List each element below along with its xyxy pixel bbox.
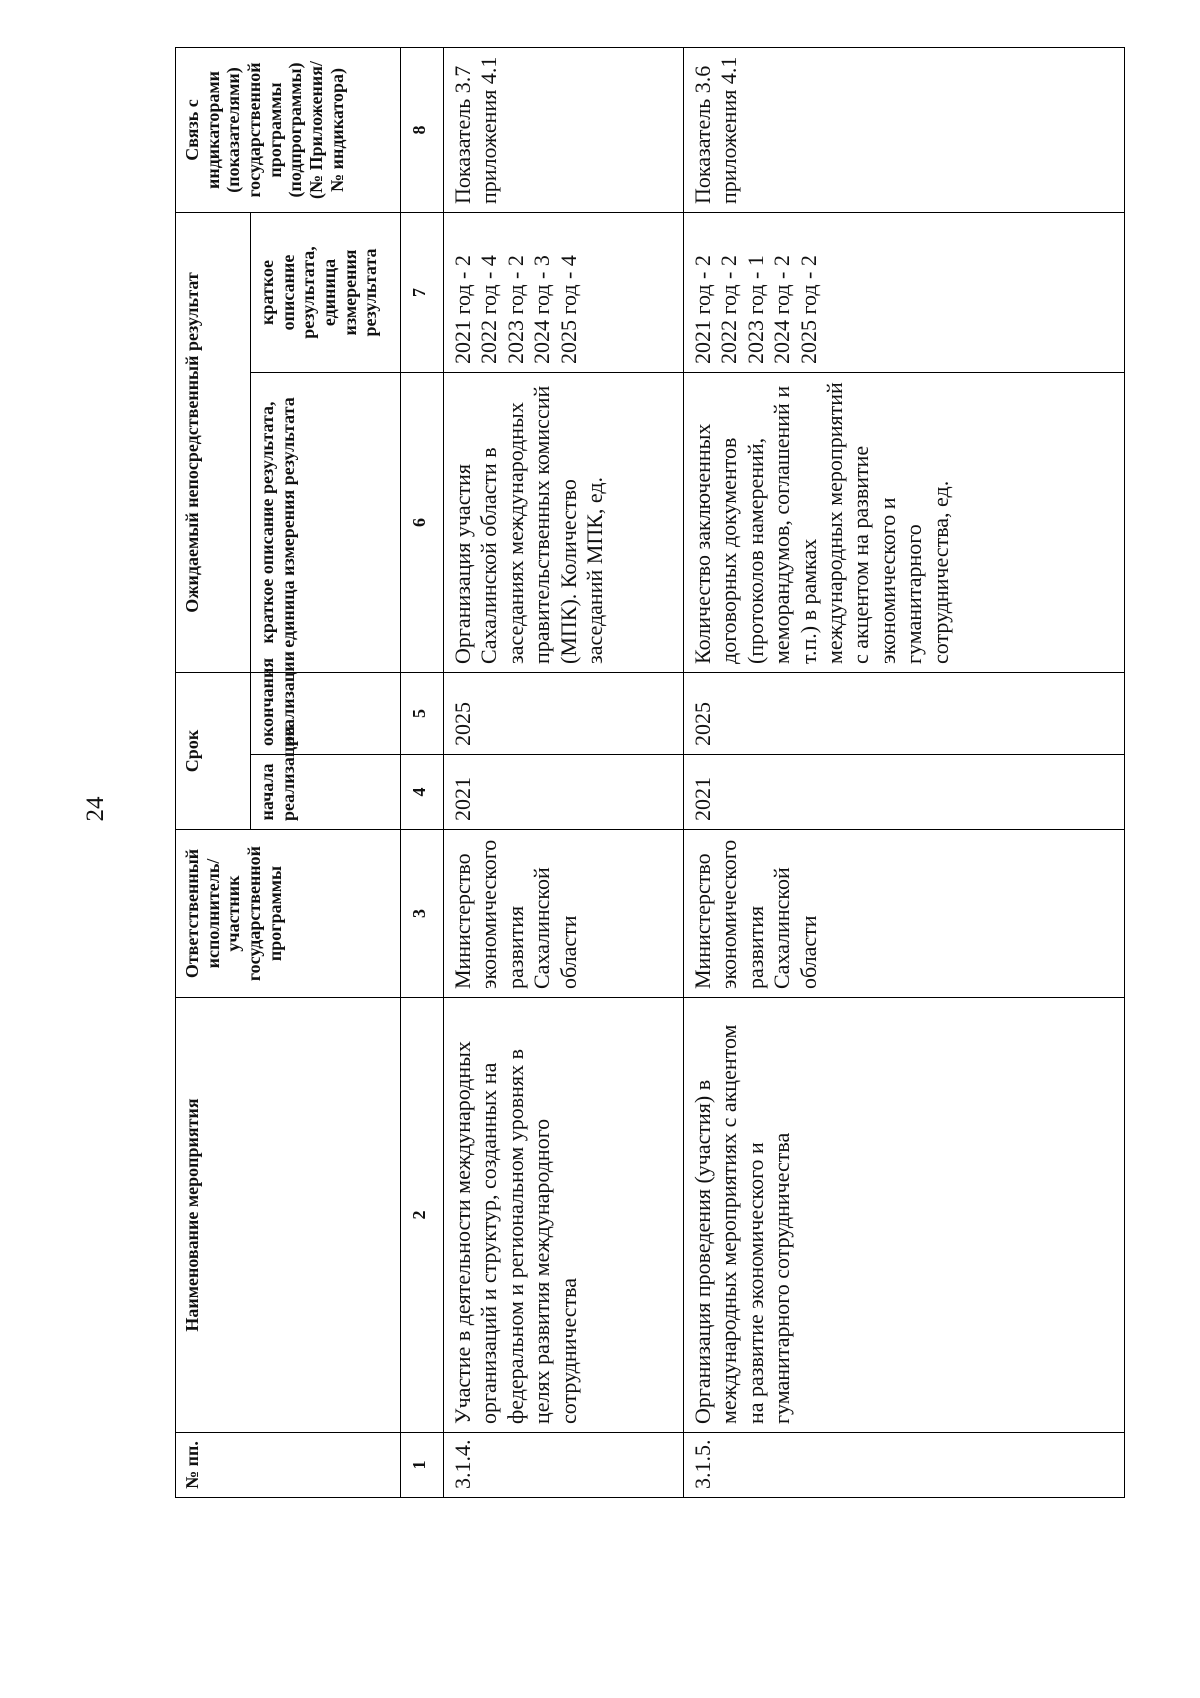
activity-name: Организация проведения (участия) в международных мероприятиях с акцентом на развитие экономического и гуманитарного сотрудничества [684,998,1125,1433]
table-row [684,47,1125,1497]
end-year: 2025 [684,672,1125,754]
header-number: № пп. [176,1433,401,1498]
table-row [444,47,684,1497]
activity-name: Участие в деятельности международных организаций и структур, созданных на федеральном и региональном уровнях в целях развития международного сотрудничества [444,998,684,1433]
start-year: 2021 [684,755,1125,830]
column-number: 3 [401,830,444,998]
header-start: начала реализации [251,755,401,830]
header-indicator-link: Связь с индикаторами (показателями) государственной программы (подпрограммы) (№ Приложения/№ индикатора) [176,47,401,212]
column-number: 1 [401,1433,444,1498]
column-number: 7 [401,212,444,372]
result-description: Организация участия Сахалинской области в заседаниях международных правительственных комиссий (МПК). Количество заседаний МПК, ед. [444,372,684,672]
rotated-table-container [175,48,1125,1498]
header-period: Срок [176,672,251,829]
indicator-link: Показатель 3.7 приложения 4.1 [444,47,684,212]
column-number: 2 [401,998,444,1433]
result-description: Количество заключенных договорных документов (протоколов намерений, меморандумов, соглашений и т.п.) в рамках международных мероприятий с акцентом на развитие экономического и гуманитарного сотрудничества, ед. [684,372,1125,672]
column-number: 5 [401,672,444,754]
column-number: 8 [401,47,444,212]
header-row-1 [176,47,251,1497]
start-year: 2021 [444,755,684,830]
row-number: 3.1.5. [684,1433,1125,1498]
column-number: 6 [401,372,444,672]
header-end: окончания реализации [251,672,401,754]
header-executor: Ответственный исполнитель/участник государственной программы [176,830,401,998]
executor: Министерство экономического развития Сахалинской области [444,830,684,998]
row-number: 3.1.4. [444,1433,684,1498]
header-activity-name: Наименование мероприятия [176,998,401,1433]
header-result-description: краткое описание результата, единица измерения результата [251,372,401,672]
activities-table [175,47,1125,1498]
yearly-results [684,212,1125,372]
executor: Министерство экономического развития Сахалинской области [684,830,1125,998]
yearly-results-text: 2021 год - 2 2022 год - 4 2023 год - 2 2024 год - 3 2025 год - 4 [450,255,581,364]
column-number: 4 [401,755,444,830]
header-result-units: краткое описание результата, единица измерения результата [251,212,401,372]
yearly-results-text: 2021 год - 2 2022 год - 2 2023 год - 1 2024 год - 2 2025 год - 2 [690,255,821,364]
yearly-results [444,212,684,372]
page-number: 24 [82,796,109,822]
header-expected-result: Ожидаемый непосредственный результат [176,212,251,672]
column-number-row [401,47,444,1497]
end-year: 2025 [444,672,684,754]
indicator-link: Показатель 3.6 приложения 4.1 [684,47,1125,212]
